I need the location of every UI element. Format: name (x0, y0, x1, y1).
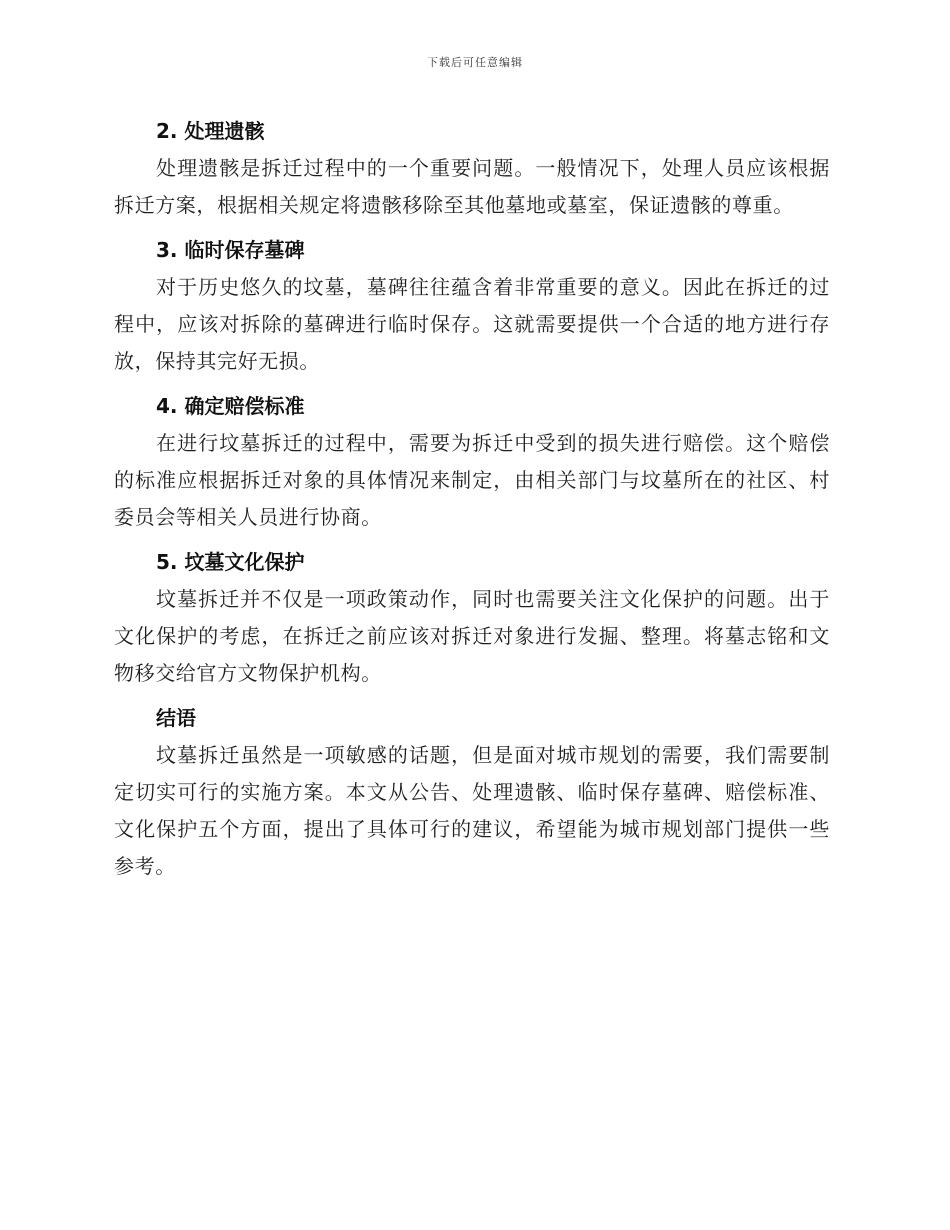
section-paragraph: 坟墓拆迁虽然是一项敏感的话题，但是面对城市规划的需要，我们需要制定切实可行的实施方案。本文从公告、处理遗骸、临时保存墓碑、赔偿标准、文化保护五个方面，提出了具体可行的建议，希望能为城市规划部门提供一些参考。 (114, 743, 830, 878)
page-header: 下载后可任意编辑 (427, 56, 523, 69)
section-paragraph: 处理遗骸是拆迁过程中的一个重要问题。一般情况下，处理人员应该根据拆迁方案，根据相关规定将遗骸移除至其他墓地或墓室，保证遗骸的尊重。 (114, 156, 830, 217)
section-paragraph: 在进行坟墓拆迁的过程中，需要为拆迁中受到的损失进行赔偿。这个赔偿的标准应根据拆迁对象的具体情况来制定，由相关部门与坟墓所在的社区、村委员会等相关人员进行协商。 (114, 431, 830, 529)
section-paragraph: 对于历史悠久的坟墓，墓碑往往蕴含着非常重要的意义。因此在拆迁的过程中，应该对拆除的墓碑进行临时保存。这就需要提供一个合适的地方进行存放，保持其完好无损。 (114, 275, 830, 373)
section-heading: 2. 处理遗骸 (156, 119, 265, 143)
section-heading: 3. 临时保存墓碑 (156, 238, 305, 262)
section-paragraph: 坟墓拆迁并不仅是一项政策动作，同时也需要关注文化保护的问题。出于文化保护的考虑，在拆迁之前应该对拆迁对象进行发掘、整理。将墓志铭和文物移交给官方文物保护机构。 (114, 587, 830, 685)
section-heading: 结语 (156, 706, 196, 730)
section-heading: 5. 坟墓文化保护 (156, 550, 305, 574)
section-heading: 4. 确定赔偿标准 (156, 394, 305, 418)
document-body (114, 112, 830, 892)
section-handle-remains (114, 112, 830, 224)
section-cultural-protection (114, 543, 830, 692)
section-preserve-tombstones (114, 231, 830, 380)
section-compensation-standard (114, 387, 830, 536)
section-conclusion (114, 699, 830, 885)
